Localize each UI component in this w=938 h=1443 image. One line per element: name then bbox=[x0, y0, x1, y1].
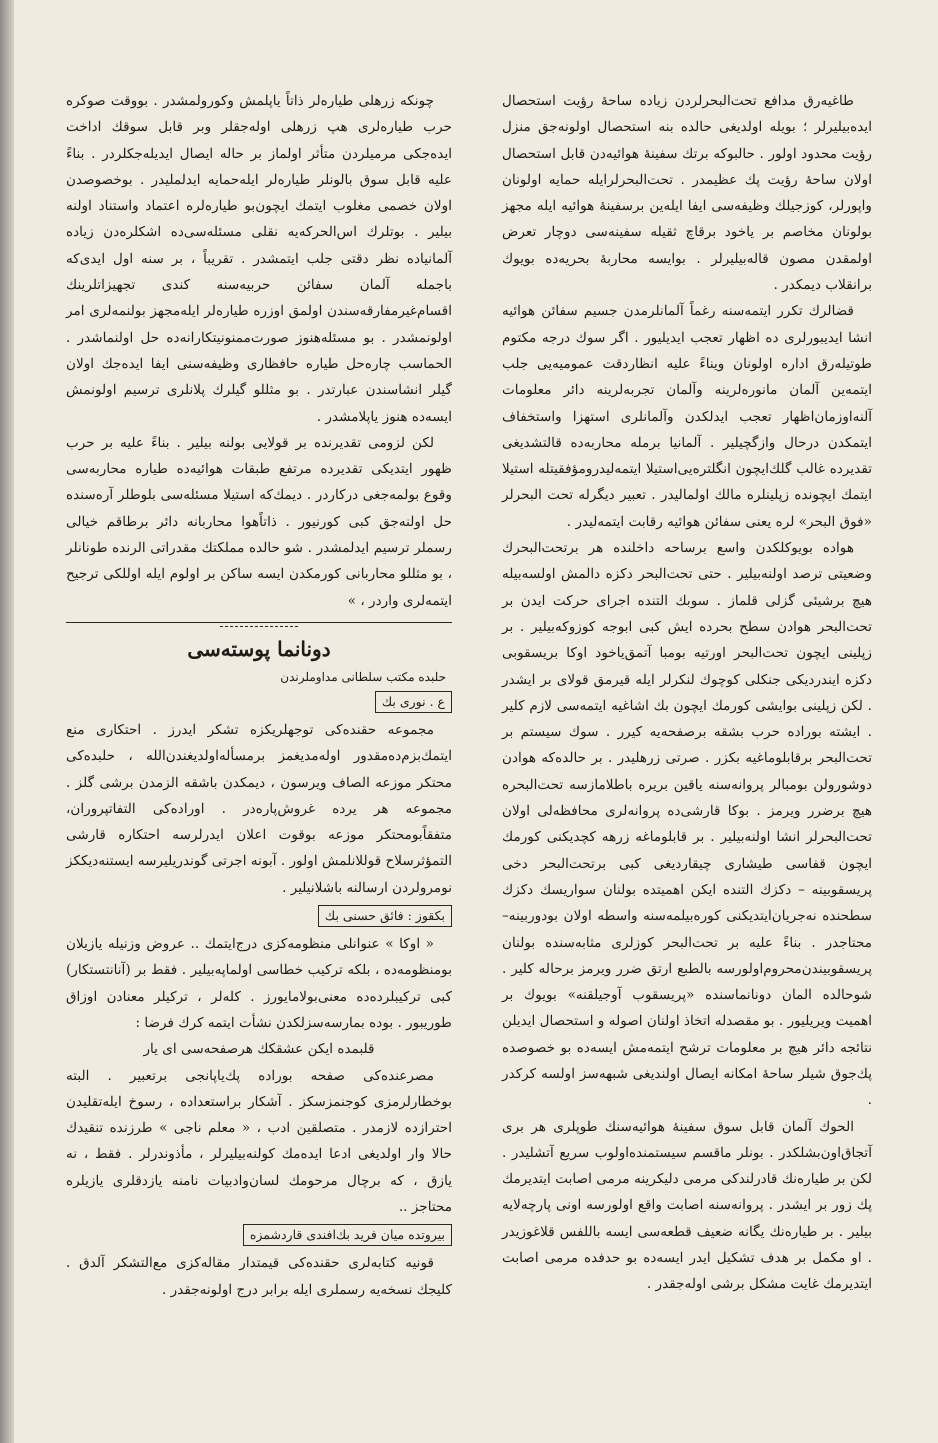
section-divider bbox=[66, 622, 452, 627]
letter-address: حلبده مکتب سلطانی مداوملرندن bbox=[280, 669, 446, 684]
letter-recipient: بیروتده میان فرید بك‌افندی قاردشمزه bbox=[243, 1224, 452, 1246]
left-column bbox=[66, 88, 452, 1303]
letter-body: مصرعنده‌کی صفحه بوراده پك‌یاپانجی برتعبیر . البته بوخطارلرمزی کوجنمزسکز . آشکار براستعداده ، رسوخ ایله‌تقلیدن احترازده لازمدر . متصلقین ادب ، « معلم ناجی » طرزنده تنقیدك حالا وار اولدیغی ادعا ایده‌مك کولنه‌بیلیرلر ، مأذوندرلر . فقط ، نه یازق ، که برچال مرحومك لسان‌وادبیات نامنه یازدقلری یازیلره محتاجز .. bbox=[66, 1067, 452, 1215]
quoted-verse: قلبمده ایکن عشقکك هرصفحه‌سی ای یار bbox=[143, 1041, 375, 1058]
article-paragraph: لکن لزومی تقدیرنده بر قولایی بولنه بیلیر . بناءً علیه بر حرب ظهور ایتدیکی تقدیرده مرتفع طبقات هوائیه‌ده طیاره محاربه‌سی وقوع بولمه‌جغی درکاردر . دیمك‌که استیلا مسئله‌سی بلوطلر آره‌سنده حل اولنه‌جق کبی کورنیور . ذاتاً‌هوا محاربانه دائر برطاقم خیالی رسملر ترسیم ایدلمشدر . شو حالده مملکتك مقدراتی الرنده طونانلر ، بو مثللو محاربانی کورمکدن ایسه ساکن بر اولوم ایله اوللکی ترجیح ایتمه‌لری واردر ، » bbox=[66, 434, 452, 609]
article-paragraph: هواده بویوکلکدن واسع برساحه داخلنده هر برتحت‌البحرك وضعیتی ترصد اولنه‌بیلیر . حتی تحت‌البحر دکزه دالمش اولسه‌بیله هیچ برشیئی گزلی قلماز . سوبك التنده اجرای حرکت ایدن بر تحت‌البحر هوادن سطح بحرده ایش کبی ابوجه کوزوکه‌بیلیر . بر زپلینی ایچون تحت‌البحر اورتیه بومبا آتمق‌یاخود اوکا بریسقوبی دکزه ایندردیکی جنکلی کوچوك لنکرلر ایله قیرمق قولای بر ایشدر . لکن زپلینی بوایشی کورمك ایچون بك اشاغیه ایتمه‌سی لازم کلیر . ایشته بورادە حرب بشقه برصفحه‌یه کیرر . سوك سیستم بر تحت‌البحر برقابلوماغیه بکزر . صرتی زرهلیدر . بر حالده‌که هوادن دوشورولن بومبالر پروانه‌سنه یاقین بریره باطلامازسه تحت‌البحره هیچ برضرر ویرمز . بوکا قارشی‌ده پروانه‌لری محافظه‌لی اولان تحت‌البحرلر انشا اولنه‌بیلیر . بر قابلوماغه زرهه کچدیکنی کورمك ایچون قفاسی طیشاری چیقاردیغی کبی برتحت‌البحر دخی پریسقوبینه – دکزك التنده ایکن اهمیتدە بولنان سواریسك دکزك سطحنده نه‌جریان‌ایتدیکنی کوره‌بیلمه‌سنه واسطه اولان بودوربینه– محتاجدر . بناءً علیه بر تحت‌البحر کوزلری مثابه‌سنده بولنان پریسقوبیندن‌محروم‌اولورسه بالطبع ارتق ضرر ویرمز برحاله کلیر . شوحالده المان دونانماسنده «پریسقوب آوجیلقنه» بویوك بر اهمیت ویریلیور . بو مقصدله اتخاذ اولنان اصوله و استحصال ایدیلن نتائجه دائر هیچ بر معلومات ترشح ایتمه‌مش ایسه‌ده بو خصوصده پك‌جوق شیلر ساحهٔ امکانه ایصال اولندیغی شبهه‌سز اولسه کرکدر . bbox=[502, 540, 872, 1109]
letter-recipient: ع . نوری بك bbox=[375, 691, 452, 713]
article-paragraph: طاغیه‌رق مدافع تحت‌البحرلردن زیاده ساحهٔ رؤیت استحصال ایده‌بیلیرلر ؛ بویله اولدیغی حالده بنه استحصال اولونه‌جق منزل رؤیت محدود اولور . حالبوکه برتك سفینهٔ هوائیه‌دن قابل استحصال اولان ساحهٔ رؤیت پك عظیمدر . تحت‌البحرلرایله حمایه اولونان واپورلر، کوزجیلك وظیفه‌سی ایفا ایله‌ین برسفینهٔ هوائیه ایله مجهز بولونان مخاصم بر یاخود برقاچ ثقیله سفینه‌سی دوچار تعرض اولمقدن مصون قاله‌بیلیرلر . بوایسه محاربهٔ بحریه‌ده بویوك برانقلاب دیمکدر . bbox=[502, 93, 872, 294]
article-paragraph: چونکه زرهلی طیاره‌لر ذاتاً یاپلمش وکورولمشدر . بووقت صوکره حرب طیاره‌لری هپ زرهلی اوله‌جقلر وبر قابل سوقك اداخت ایده‌جکی مرمیلردن متأثر اولماز بر حاله ایصال ایدیله‌جکلردر . بناءً علیه قابل سوق بالونلر طیاره‌لر ایله‌حمایه ایدلملیدر . بوخصوصدن اولان خصمی مغلوب ایتمك ایچون‌بو طیاره‌لره اعتماد واستناد اولنه بیلیر . بوتلرك اس‌الحرکه‌یه‌ نقلی مسئله‌سی‌ده اشکلره‌دن زیاده آلمانیاده نظر دقتی جلب ایتمشدر . تقریباً ، بر سنه اول ایدی‌که باجمله آلمان سفائن حربیه‌سنه کندی تجهیزاتلرینك اقسام‌غیرمفارقه‌سندن اولمق اوزره طیاره‌لر ایله‌مجهز بولنمه‌لری امر اولونمشدر . بو مسئله‌هنوز صورت‌ممنونیتکارانه‌ده حل اولنماشدر . الحماسب چاره‌حل طیاره حافظاری وظیفه‌سنی ایفا ایده‌جك اولان گیلر انشاسندن عبارتدر . بو مثللو گیلرك پلانلری ترسیم اولونمش ایسه‌ده هنوز یاپلامشدر . bbox=[66, 93, 452, 425]
letter-recipient: بکقوز : فائق حسنی بك bbox=[318, 905, 452, 927]
letter-body: « اوکا » عنوانلی منظومه‌کزی درج‌ایتمك .. عروض وزنیله یازیلان بومنظومه‌ده ، بلکه ترکیب خطاسی اولماپه‌بیلیر . فقط بر (آنانتستکار) کبی ترکیبلرده‌ده معنی‌بولامایورز . کله‌لر ، ترکیلر معنادن اوزاق طوریبور . بوده بمارسه‌سزلکدن نشأت ایتمه کرك فرضا : bbox=[66, 936, 452, 1031]
letter-body: مجموعه حقنده‌کی توجهلریکزه تشکر ایدرز . احتکاری منع ایتمك‌بزم‌ده‌مقدور اوله‌مدیغمز برمسأله‌اولدیغندن‌الله ، حلبده‌کی محتکر موزعه الصاف ویرسون ، دیمکدن باشقه الزمدن برشی گلز . مجموعه هر یرده غروش‌پاره‌در . اوراده‌کی التفاتپروران، متفقاً‌بومحتکر موزعه بوقوت اعلان ایدرلرسه احتکاره قارشی التمؤثرسلاح قوللانلمش اولور . آبونه اجرتی گوندریلیرسه ایستنه‌دیککز نومرولردن ارسالنه باشلانیلیر . bbox=[66, 721, 452, 896]
article-paragraph: الحوك آلمان قابل سوق سفینهٔ هوائیه‌سنك طوپلری هر بری آتجاق‌اون‌بشلکدر . بونلر ماقسم سیستمنده‌اولوب سریع آتشلیدر . لکن بر طیاره‌نك قادرلندکی مرمی دلیکرینه مرمی اصابت ایتدیرمك پك زور بر ایشدر . پروانه‌سنه اصابت واقع اولورسه اونی پارچه‌لایه بیلیر . بر طیاره‌نك یگانه ضعیف قطعه‌سی ایسه باللفس قلاغوزیدر . او مکمل بر هدف تشکیل ایدر ایسه‌ده بو حدفده مرمی اصابت ایتدیرمك غایت مشکل برشی اوله‌جقدر . bbox=[502, 1118, 872, 1293]
article-paragraph: قضالرك تکرر ایتمه‌سنه رغماً آلمانلرمدن جسیم سفائن هوائیه انشا ایدیبورلری ده اظهار تعجب ایدیلیور . اگر سوك درجه مکتوم طوتیله‌رق اداره اولونان ویناءً علیه انظاردقت عمومیه‌یی جلب ایتمه‌ین آلمان مانوره‌لرینه وآلمان تجربه‌لرینه دائر معلومات آلنه‌اوزمان‌اظهار تعجب ایدلکدن وآلمانلری استهزا واستخفاف ایتمکدن درحال وازگچیلیر . آلمانیا برمله محاربه‌ده قالتشدیغی تقدیرده غالب گلك‌ایچون انگلتره‌یی‌استیلا ایتمه‌لیدرومؤفقیتله استیلا ایتمك ایچونده زپلینلره مالك اولمالیدر . تعبیر دیگرله تحت البحرلر «فوق البحر» لره یعنی سفائن هوائیه رقابت ایتمه‌لیدر . bbox=[502, 303, 872, 530]
section-title: دونانما پوسته‌سی bbox=[187, 636, 331, 661]
letter-body: قونیه کتابه‌لری حقنده‌کی قیمتدار مقاله‌کزی مع‌التشکر آلدق . کلیجك نسخه‌یه رسملری ایله برابر درج اولونه‌جقدر . bbox=[66, 1255, 452, 1298]
binding-edge bbox=[0, 0, 14, 1443]
right-column bbox=[502, 88, 872, 1298]
